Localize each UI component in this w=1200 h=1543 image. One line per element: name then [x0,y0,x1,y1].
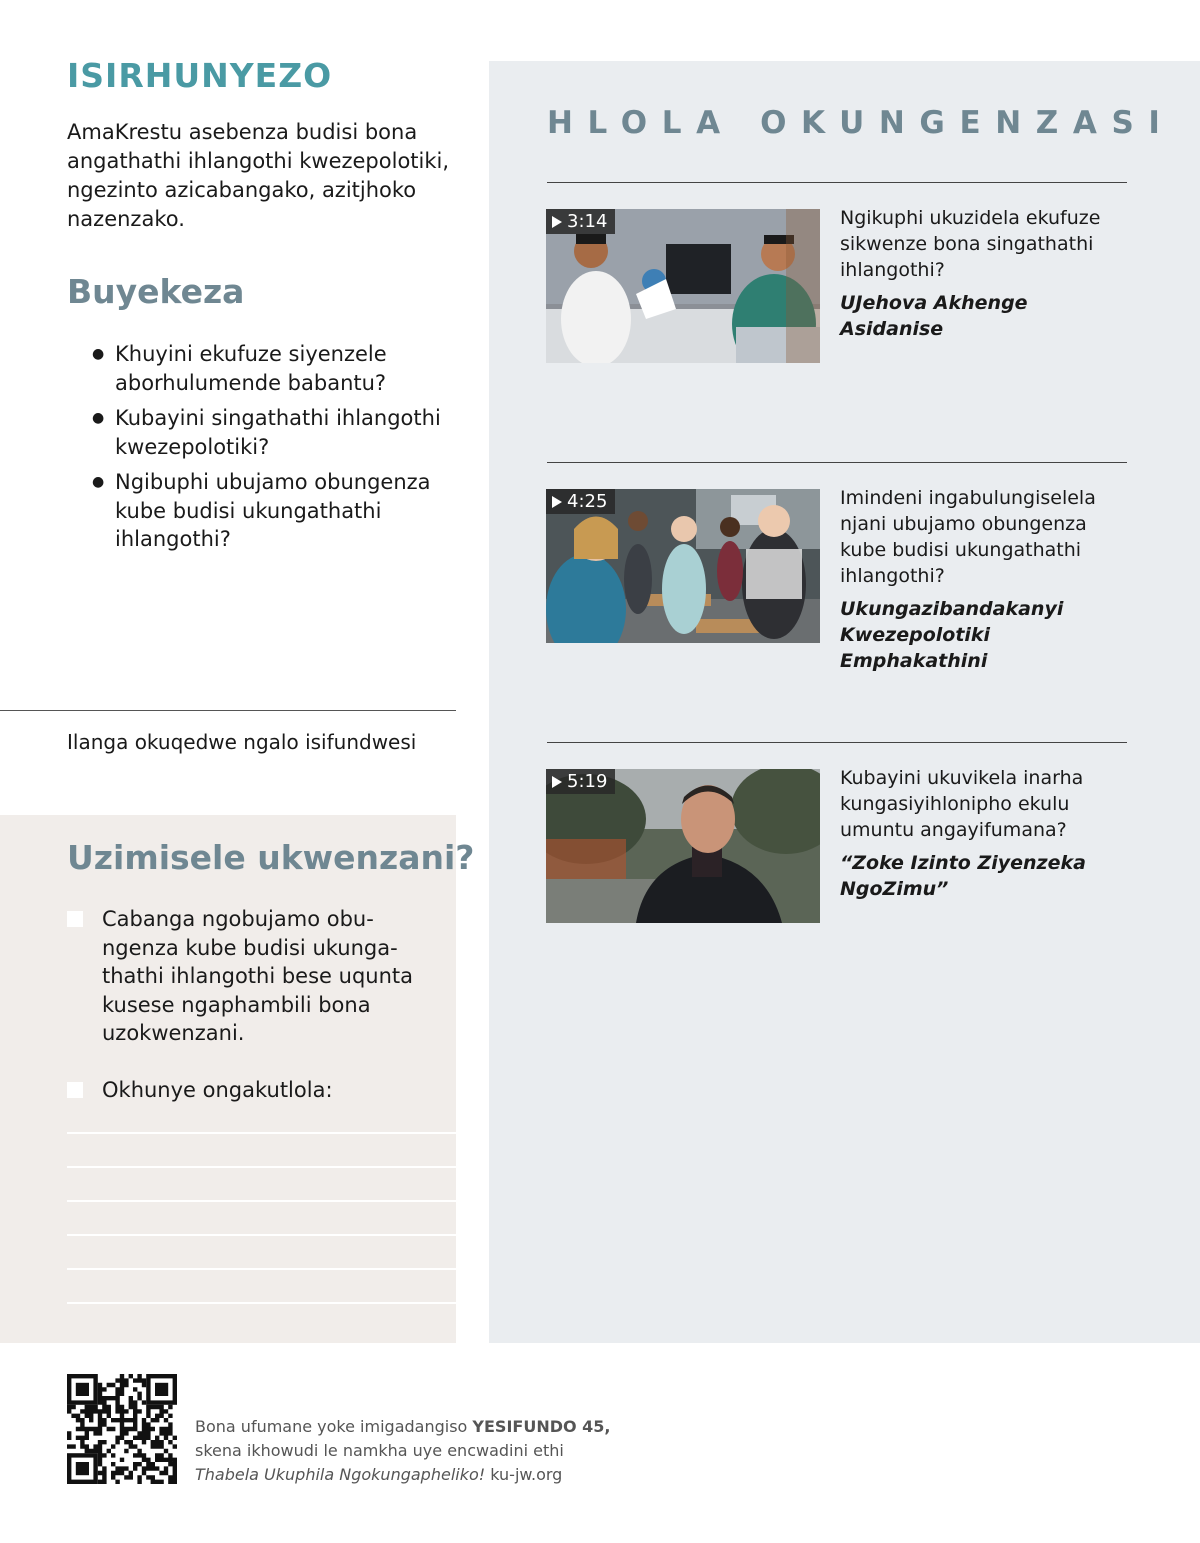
review-title: Buyekeza [67,272,245,311]
goal-item-text: Okhunye ongakutlola: [102,1078,333,1102]
goal-item-text: Cabanga ngobujamo obu-ngenza kube budisi ukunga-thathi ihlangothi bese uqunta kusese ngaphambili bona uzokwenzani. [102,907,414,1045]
video-duration: 3:14 [567,211,608,232]
video-thumbnail[interactable] [546,209,820,363]
summary-title: ISIRHUNYEZO [67,56,333,95]
checkbox-icon[interactable] [67,911,83,927]
footer-lesson: YESIFUNDO 45, [472,1417,611,1436]
review-item: ● Ngibuphi ubujamo obungenza kube budisi ukungathathi ihlangothi? [92,468,452,554]
play-icon [552,776,562,788]
section-divider [0,710,456,711]
write-line[interactable] [67,1200,456,1202]
video-duration-badge [546,769,615,794]
summary-text: AmaKrestu asebenza budisi bona angathathi ihlangothi kwezepolotiki, ngezinto azicabangako, azitjhoko nazenzako. [67,120,450,231]
footer-line1: Bona ufumane yoke imigadangiso [195,1417,473,1436]
video-question: Ngikuphi ukuzidela ekufuze sikwenze bona singathathi ihlangothi? [840,207,1101,281]
footer-site[interactable]: ku-jw.org [485,1465,563,1484]
video-duration-badge [546,209,615,234]
write-line[interactable] [67,1268,456,1270]
video-duration: 4:25 [567,491,608,512]
footer-text [195,1415,665,1487]
video-divider [547,462,1127,463]
video-duration-badge [546,489,615,514]
play-icon [552,216,562,228]
review-list [92,340,452,561]
write-line[interactable] [67,1132,456,1134]
video-duration: 5:19 [567,771,608,792]
write-line[interactable] [67,1302,456,1304]
qr-code-icon[interactable] [67,1374,177,1484]
play-icon [552,496,562,508]
write-line[interactable] [67,1166,456,1168]
video-title[interactable]: UJehova Akhenge Asidanise [840,292,1028,340]
video-question: Imindeni ingabulungiselela njani ubujamo obungenza kube budisi ukungathathi ihlangothi? [840,487,1096,587]
explore-title: HLOLA OKUNGENZASI [547,105,1175,141]
checkbox-icon[interactable] [67,1082,83,1098]
qr-finder-pattern [67,1374,98,1405]
review-item: ● Kubayini singathathi ihlangothi kwezepolotiki? [92,404,452,461]
footer-line2: skena ikhowudi le namkha uye encwadini ethi [195,1441,564,1460]
qr-code-graphic [67,1374,177,1484]
goal-title: Uzimisele ukwenzani? [67,838,475,877]
video-thumbnail[interactable] [546,769,820,923]
video-title[interactable]: “Zoke Izinto Ziyenzeka NgoZimu” [840,852,1086,900]
video-title[interactable]: Ukungazibandakanyi Kwezepolotiki Emphakathini [840,598,1064,672]
video-question: Kubayini ukuvikela inarha kungasiyihlonipho ekulu umuntu angayifumana? [840,767,1084,841]
qr-finder-pattern [146,1374,177,1405]
qr-finder-pattern [67,1453,98,1484]
date-completed-label: Ilanga okuqedwe ngalo isifundwesi [67,730,417,754]
video-divider [547,182,1127,183]
video-divider [547,742,1127,743]
video-thumbnail[interactable] [546,489,820,643]
write-line[interactable] [67,1234,456,1236]
goal-item [67,905,427,1048]
goal-item [67,1076,427,1105]
footer-book-title[interactable]: Thabela Ukuphila Ngokungapheliko! [195,1465,486,1484]
review-item: ● Khuyini ekufuze siyenzele aborhulumende babantu? [92,340,452,397]
